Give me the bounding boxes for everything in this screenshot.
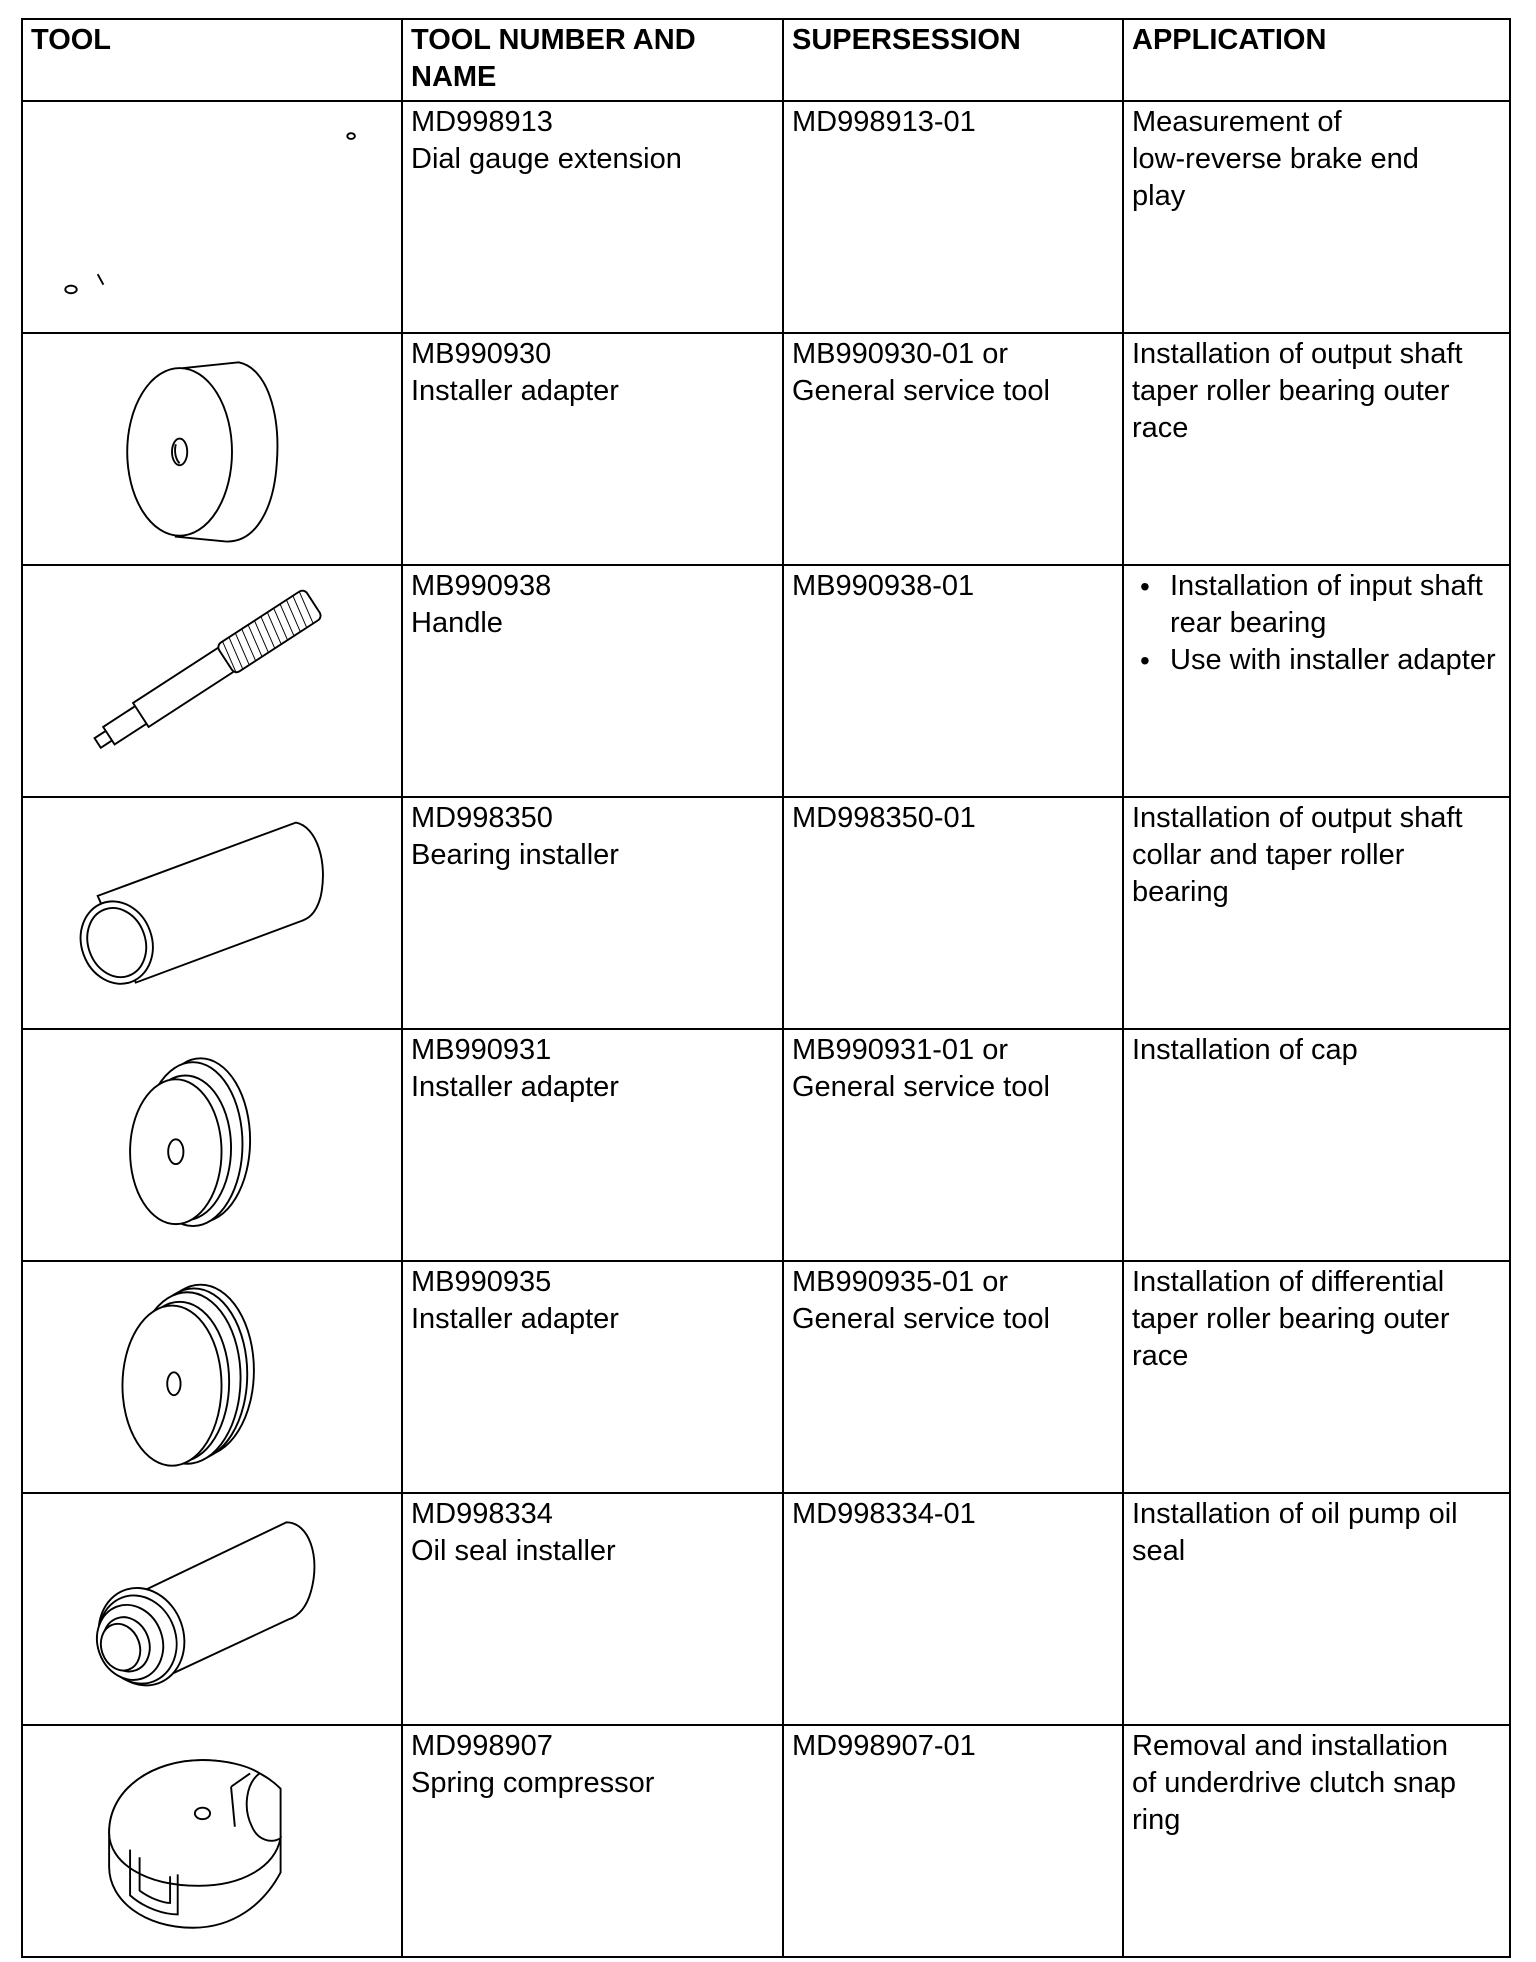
supersession-line: MB990935-01 or bbox=[792, 1266, 1009, 1298]
supersession-line: General service tool bbox=[792, 1303, 1050, 1335]
tool-number: MB990931 bbox=[411, 1034, 552, 1066]
supersession-cell bbox=[783, 797, 1123, 1029]
tool-name: Handle bbox=[411, 607, 503, 639]
supersession-line: MD998350-01 bbox=[792, 802, 976, 834]
tool-number-name-cell bbox=[402, 1725, 783, 1957]
tool-name: Spring compressor bbox=[411, 1767, 655, 1799]
application-line: collar and taper roller bbox=[1132, 839, 1405, 871]
application-cell bbox=[1123, 1029, 1510, 1261]
table-row bbox=[22, 1029, 1510, 1261]
table-row bbox=[22, 1493, 1510, 1725]
application-line: Installation of output shaft bbox=[1132, 802, 1463, 834]
application-line: Installation of cap bbox=[1132, 1034, 1358, 1066]
special-tools-table bbox=[21, 18, 1511, 1958]
tool-image-cell bbox=[22, 797, 402, 1029]
supersession-cell bbox=[783, 565, 1123, 797]
tool-number-name-cell bbox=[402, 1493, 783, 1725]
application-line: Installation of differential bbox=[1132, 1266, 1445, 1298]
installer-adapter-disc-icon bbox=[31, 336, 393, 564]
handle-icon bbox=[31, 568, 393, 796]
supersession-cell bbox=[783, 1261, 1123, 1493]
tool-number: MB990935 bbox=[411, 1266, 552, 1298]
header-application: APPLICATION bbox=[1123, 19, 1510, 101]
application-line: ring bbox=[1132, 1804, 1181, 1836]
tool-number: MD998907 bbox=[411, 1730, 553, 1762]
tool-number: MB990930 bbox=[411, 338, 552, 370]
oil-seal-installer-icon bbox=[31, 1496, 393, 1724]
installer-adapter-grooved-icon bbox=[31, 1264, 393, 1492]
tool-number-name-cell bbox=[402, 797, 783, 1029]
supersession-cell bbox=[783, 101, 1123, 333]
spring-compressor-icon bbox=[31, 1728, 393, 1956]
application-line: seal bbox=[1132, 1535, 1186, 1567]
tool-number: MD998334 bbox=[411, 1498, 553, 1530]
tool-image-cell bbox=[22, 1725, 402, 1957]
table-row bbox=[22, 101, 1510, 333]
dial-gauge-extension-icon bbox=[31, 104, 393, 332]
supersession-line: MD998334-01 bbox=[792, 1498, 976, 1530]
tool-image-cell bbox=[22, 1261, 402, 1493]
supersession-line: MD998907-01 bbox=[792, 1730, 976, 1762]
tool-number-name-cell bbox=[402, 565, 783, 797]
application-line: taper roller bearing outer bbox=[1132, 375, 1450, 407]
application-cell bbox=[1123, 1493, 1510, 1725]
tool-number-name-cell bbox=[402, 101, 783, 333]
application-line: Measurement of bbox=[1132, 106, 1342, 138]
table-header-row bbox=[22, 19, 1510, 101]
tool-image-cell bbox=[22, 333, 402, 565]
supersession-line: MB990938-01 bbox=[792, 570, 975, 602]
application-line: play bbox=[1132, 180, 1186, 212]
supersession-cell bbox=[783, 1493, 1123, 1725]
header-supersession: SUPERSESSION bbox=[783, 19, 1123, 101]
tool-name: Dial gauge extension bbox=[411, 143, 682, 175]
application-line: Removal and installation bbox=[1132, 1730, 1448, 1762]
supersession-line: MD998913-01 bbox=[792, 106, 976, 138]
tool-image-cell bbox=[22, 565, 402, 797]
supersession-line: MB990931-01 or bbox=[792, 1034, 1009, 1066]
table-row bbox=[22, 1725, 1510, 1957]
application-line: low-reverse brake end bbox=[1132, 143, 1419, 175]
table-row bbox=[22, 333, 1510, 565]
supersession-line: General service tool bbox=[792, 375, 1050, 407]
table-row bbox=[22, 797, 1510, 1029]
tool-image-cell bbox=[22, 1493, 402, 1725]
tool-name: Bearing installer bbox=[411, 839, 619, 871]
supersession-cell bbox=[783, 1029, 1123, 1261]
table-row bbox=[22, 565, 1510, 797]
header-tool-number-and-name: TOOL NUMBER AND NAME bbox=[402, 19, 783, 101]
application-cell bbox=[1123, 1261, 1510, 1493]
application-cell bbox=[1123, 565, 1510, 797]
tool-number: MB990938 bbox=[411, 570, 552, 602]
tool-number: MD998913 bbox=[411, 106, 553, 138]
application-line: taper roller bearing outer bbox=[1132, 1303, 1450, 1335]
tool-image-cell bbox=[22, 101, 402, 333]
header-tool: TOOL bbox=[22, 19, 402, 101]
tool-number: MD998350 bbox=[411, 802, 553, 834]
application-line: race bbox=[1132, 412, 1189, 444]
application-cell bbox=[1123, 1725, 1510, 1957]
application-line: bearing bbox=[1132, 876, 1229, 908]
application-bullet-list bbox=[1132, 568, 1501, 679]
application-line: race bbox=[1132, 1340, 1189, 1372]
bearing-installer-icon bbox=[31, 800, 393, 1028]
tool-name: Installer adapter bbox=[411, 375, 619, 407]
tool-number-name-cell bbox=[402, 1029, 783, 1261]
application-line: Installation of output shaft bbox=[1132, 338, 1463, 370]
supersession-cell bbox=[783, 1725, 1123, 1957]
tool-name: Installer adapter bbox=[411, 1071, 619, 1103]
installer-adapter-stepped-icon bbox=[31, 1032, 393, 1260]
supersession-line: General service tool bbox=[792, 1071, 1050, 1103]
application-bullet: • Installation of input shaft rear bearing bbox=[1170, 568, 1501, 642]
table-row bbox=[22, 1261, 1510, 1493]
application-line: of underdrive clutch snap bbox=[1132, 1767, 1457, 1799]
application-bullet: • Use with installer adapter bbox=[1170, 642, 1501, 679]
tool-name: Oil seal installer bbox=[411, 1535, 616, 1567]
application-cell bbox=[1123, 797, 1510, 1029]
supersession-line: MB990930-01 or bbox=[792, 338, 1009, 370]
supersession-cell bbox=[783, 333, 1123, 565]
application-cell bbox=[1123, 101, 1510, 333]
application-line: Installation of oil pump oil bbox=[1132, 1498, 1458, 1530]
tool-number-name-cell bbox=[402, 333, 783, 565]
tool-image-cell bbox=[22, 1029, 402, 1261]
tool-number-name-cell bbox=[402, 1261, 783, 1493]
application-cell bbox=[1123, 333, 1510, 565]
tool-name: Installer adapter bbox=[411, 1303, 619, 1335]
